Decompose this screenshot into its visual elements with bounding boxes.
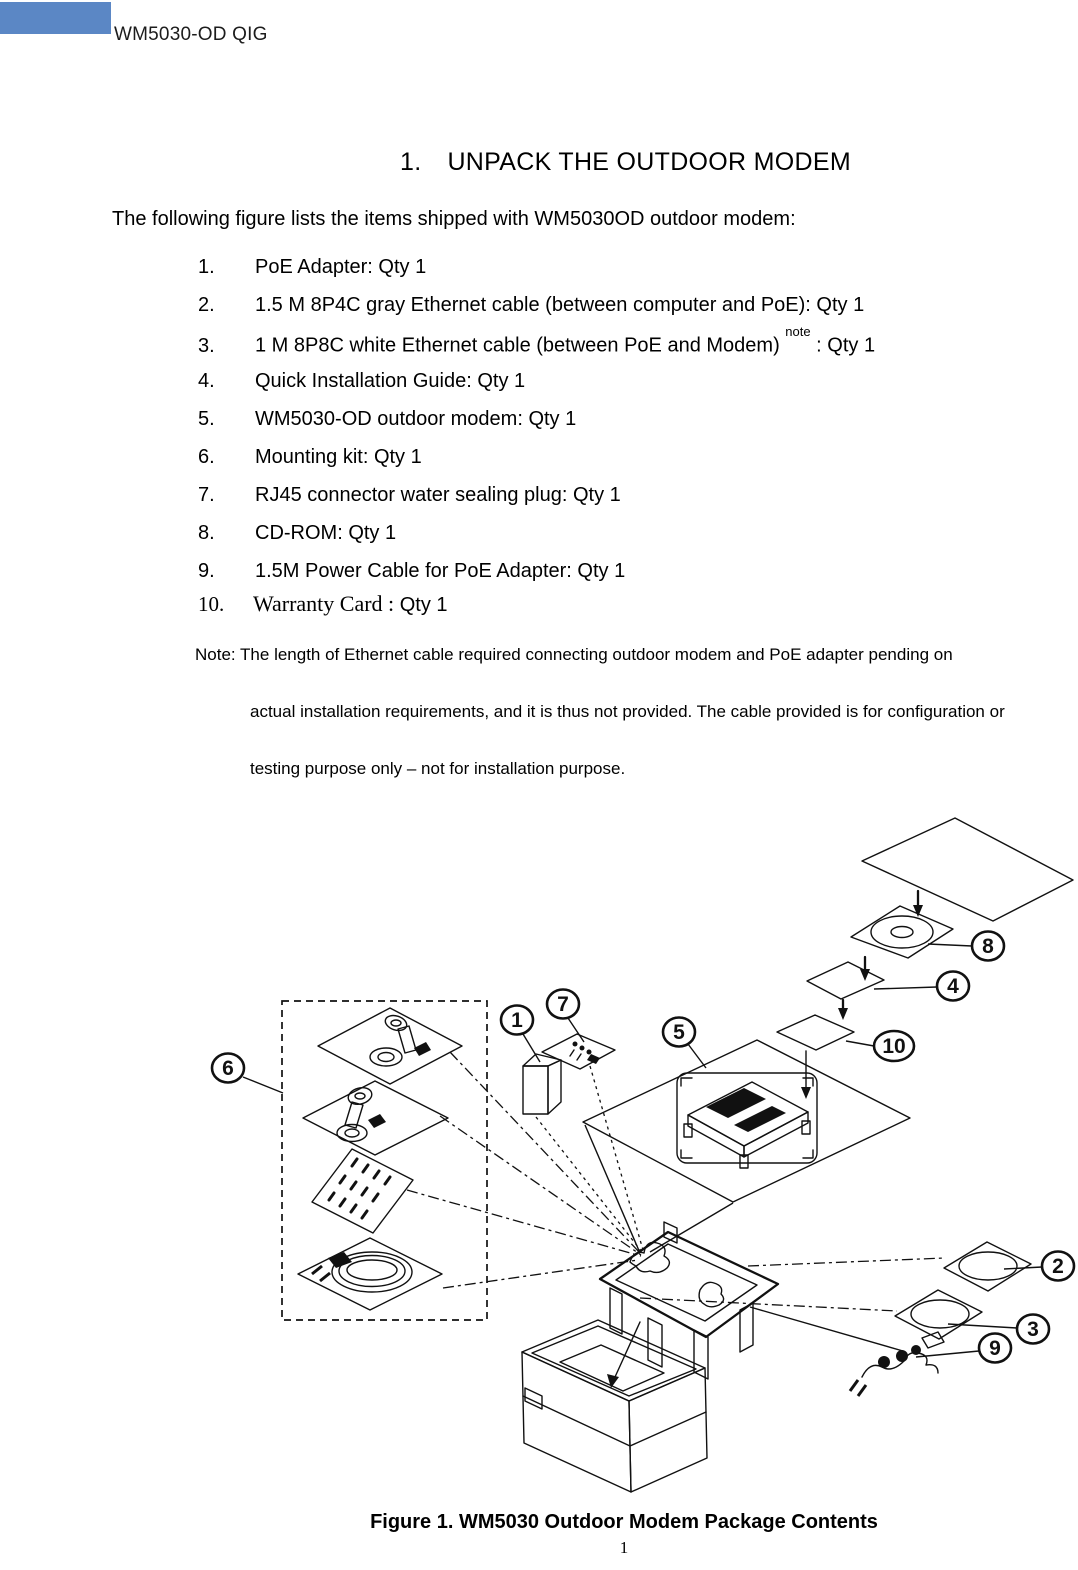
screw-card-item (312, 1149, 413, 1233)
section-title-text: UNPACK THE OUTDOOR MODEM (447, 148, 851, 176)
svg-text:2: 2 (1052, 1255, 1064, 1278)
figure-caption: Figure 1. WM5030 Outdoor Modem Package Contents (370, 1511, 878, 1533)
list-item-1 (198, 256, 426, 279)
list-item-3 (198, 324, 876, 358)
page-number: 1 (619, 1538, 629, 1557)
outdoor-modem-item (583, 1040, 910, 1202)
list-number: 8. (198, 522, 215, 544)
svg-text:7: 7 (557, 993, 569, 1016)
list-text-tail: : Qty 1 (810, 334, 876, 357)
list-text: Mounting kit: Qty 1 (255, 446, 422, 468)
section-title (400, 148, 851, 177)
svg-text:3: 3 (1027, 1318, 1039, 1341)
callout-10 (846, 1031, 914, 1061)
note-line-3: testing purpose only – not for installation purpose. (250, 759, 626, 778)
svg-text:1: 1 (511, 1009, 523, 1032)
list-number: 1. (198, 256, 215, 278)
svg-text:6: 6 (222, 1057, 234, 1080)
list-text: Quick Installation Guide: Qty 1 (255, 370, 526, 392)
list-item-2 (198, 294, 864, 317)
list-item-8 (198, 522, 396, 545)
power-cable-item (850, 1332, 944, 1396)
note-superscript: note (785, 324, 811, 339)
quick-guide-item (807, 962, 884, 1020)
intro-paragraph: The following figure lists the items shipped with WM5030OD outdoor modem: (112, 208, 796, 230)
list-text: PoE Adapter: Qty 1 (255, 256, 427, 278)
shipping-box (522, 1320, 707, 1492)
callout-5 (663, 1018, 706, 1069)
callout-4 (874, 972, 969, 1001)
list-number: 4. (198, 370, 215, 392)
document-header: WM5030-OD QIG (114, 24, 268, 45)
callout-6 (212, 1054, 283, 1094)
poe-adapter-item (523, 1054, 561, 1114)
list-text: 1.5 M 8P4C gray Ethernet cable (between computer and PoE): Qty 1 (255, 294, 865, 316)
list-text: RJ45 connector water sealing plug: Qty 1 (255, 484, 621, 506)
bracket-item-b (337, 1085, 386, 1141)
callout-9 (916, 1334, 1011, 1363)
callout-8 (928, 932, 1004, 961)
list-text: CD-ROM: Qty 1 (255, 522, 397, 544)
warranty-card-item (777, 1015, 854, 1099)
svg-text:10: 10 (882, 1035, 906, 1058)
list-number: 5. (198, 408, 215, 430)
list-item-6 (198, 446, 422, 469)
svg-text:4: 4 (947, 975, 959, 998)
bracket-item-a (370, 1013, 431, 1066)
list-text: WM5030-OD outdoor modem: Qty 1 (255, 408, 577, 430)
list-item-10 (198, 591, 448, 617)
cd-rom-item (851, 906, 953, 981)
list-item-7 (198, 484, 621, 507)
header-highlight (0, 2, 111, 34)
list-item-5 (198, 408, 576, 431)
mounting-kit-group (282, 1001, 487, 1320)
list-number: 7. (198, 484, 215, 506)
list-number: 2. (198, 294, 215, 316)
list-number: 10. (198, 592, 225, 616)
note-line-1: Note: The length of Ethernet cable required connecting outdoor modem and PoE adapter pending on (195, 645, 953, 664)
svg-text:9: 9 (989, 1337, 1001, 1360)
gray-cable-item (944, 1242, 1031, 1291)
list-text: 1.5M Power Cable for PoE Adapter: Qty 1 (255, 560, 626, 582)
list-text-tail: Qty 1 (394, 594, 448, 616)
packing-sheet-top (862, 818, 1073, 921)
list-item-9 (198, 560, 625, 583)
section-number: 1. (400, 148, 422, 176)
figure-illustration (0, 805, 1078, 1505)
svg-text:8: 8 (982, 935, 994, 958)
list-number: 9. (198, 560, 215, 582)
note-line-2: actual installation requirements, and it is thus not provided. The cable provided is for configuration or (250, 702, 1005, 721)
pole-clamp-item (298, 1238, 442, 1310)
callout-7 (547, 990, 584, 1043)
list-item-4 (198, 370, 525, 393)
list-text: 1 M 8P8C white Ethernet cable (between PoE and Modem) (255, 334, 786, 357)
list-text-serif: Warranty Card : (253, 591, 395, 616)
list-number: 6. (198, 446, 215, 468)
list-number: 3. (198, 334, 215, 357)
svg-text:5: 5 (673, 1021, 685, 1044)
callout-1 (501, 1006, 540, 1063)
